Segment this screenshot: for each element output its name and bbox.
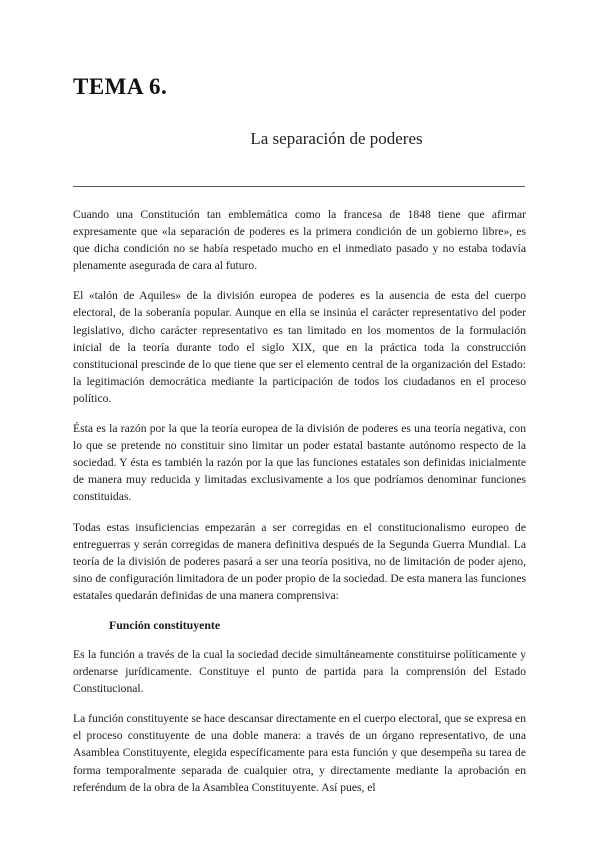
section-paragraph: Es la función a través de la cual la sociedad decide simultáneamente constituirse políticamente y ordenarse jurídicamente. Constituye el punto de partida para la comprensión del Estado Constitucional.	[73, 647, 526, 696]
paragraph: Todas estas insuficiencias empezarán a ser corregidas en el constitucionalismo europeo de entreguerras y serán corregidas de manera definitiva después de la Segunda Guerra Mundial. La teoría de la división de poderes pasará a ser una teoría positiva, no de limitación de poder ajeno, sino de configuración limitadora de un poder propio de la sociedad. De esta manera las funciones estatales quedarán definidas de una manera comprensiva:	[73, 520, 526, 602]
horizontal-rule	[73, 186, 525, 187]
chapter-subtitle: La separación de poderes	[250, 129, 423, 148]
body-text	[73, 206, 526, 809]
section-heading: Función constituyente	[109, 617, 221, 632]
paragraph: El «talón de Aquiles» de la división europea de poderes es la ausencia de esta del cuerpo electoral, de la soberanía popular. Aunque en ella se insinúa el carácter representativo del poder legislativo, dicho carácter representativo es tan limitado en los momentos de la formulación inicial de la teoría durante todo el siglo XIX, que en la práctica toda la construcción constitucional prescinde de lo que tiene que ser el elemento central de la organización del Estado: la legitimación democrática mediante la participación de todos los ciudadanos en el proceso político.	[73, 289, 526, 405]
paragraph: Ésta es la razón por la que la teoría europea de la división de poderes es una teoría negativa, con lo que se pretende no constituir sino limitar un poder estatal bastante autónomo respecto de la sociedad. Y ésta es también la razón por la que las funciones estatales son definidas inicialmente de manera muy reducida y limitadas exclusivamente a los que podríamos denominar funciones constituidas.	[73, 422, 526, 504]
chapter-title: TEMA 6.	[73, 74, 168, 99]
section-paragraph: La función constituyente se hace descansar directamente en el cuerpo electoral, que se expresa en el proceso constituyente de una doble manera: a través de un órgano representativo, de una Asamblea Constituyente, elegida específicamente para esta función y que desempeña su tarea de forma temporalmente separada de cualquier otra, y directamente mediante la aprobación en referéndum de la obra de la Asamblea Constituyente. Así pues, el	[73, 712, 526, 794]
paragraph: Cuando una Constitución tan emblemática como la francesa de 1848 tiene que afirmar expresamente que «la separación de poderes es la primera condición de un gobierno libre», es que dicha condición no se había respetado mucho en el inmediato pasado y no estaba todavía plenamente asegurada de cara al futuro.	[73, 208, 526, 273]
